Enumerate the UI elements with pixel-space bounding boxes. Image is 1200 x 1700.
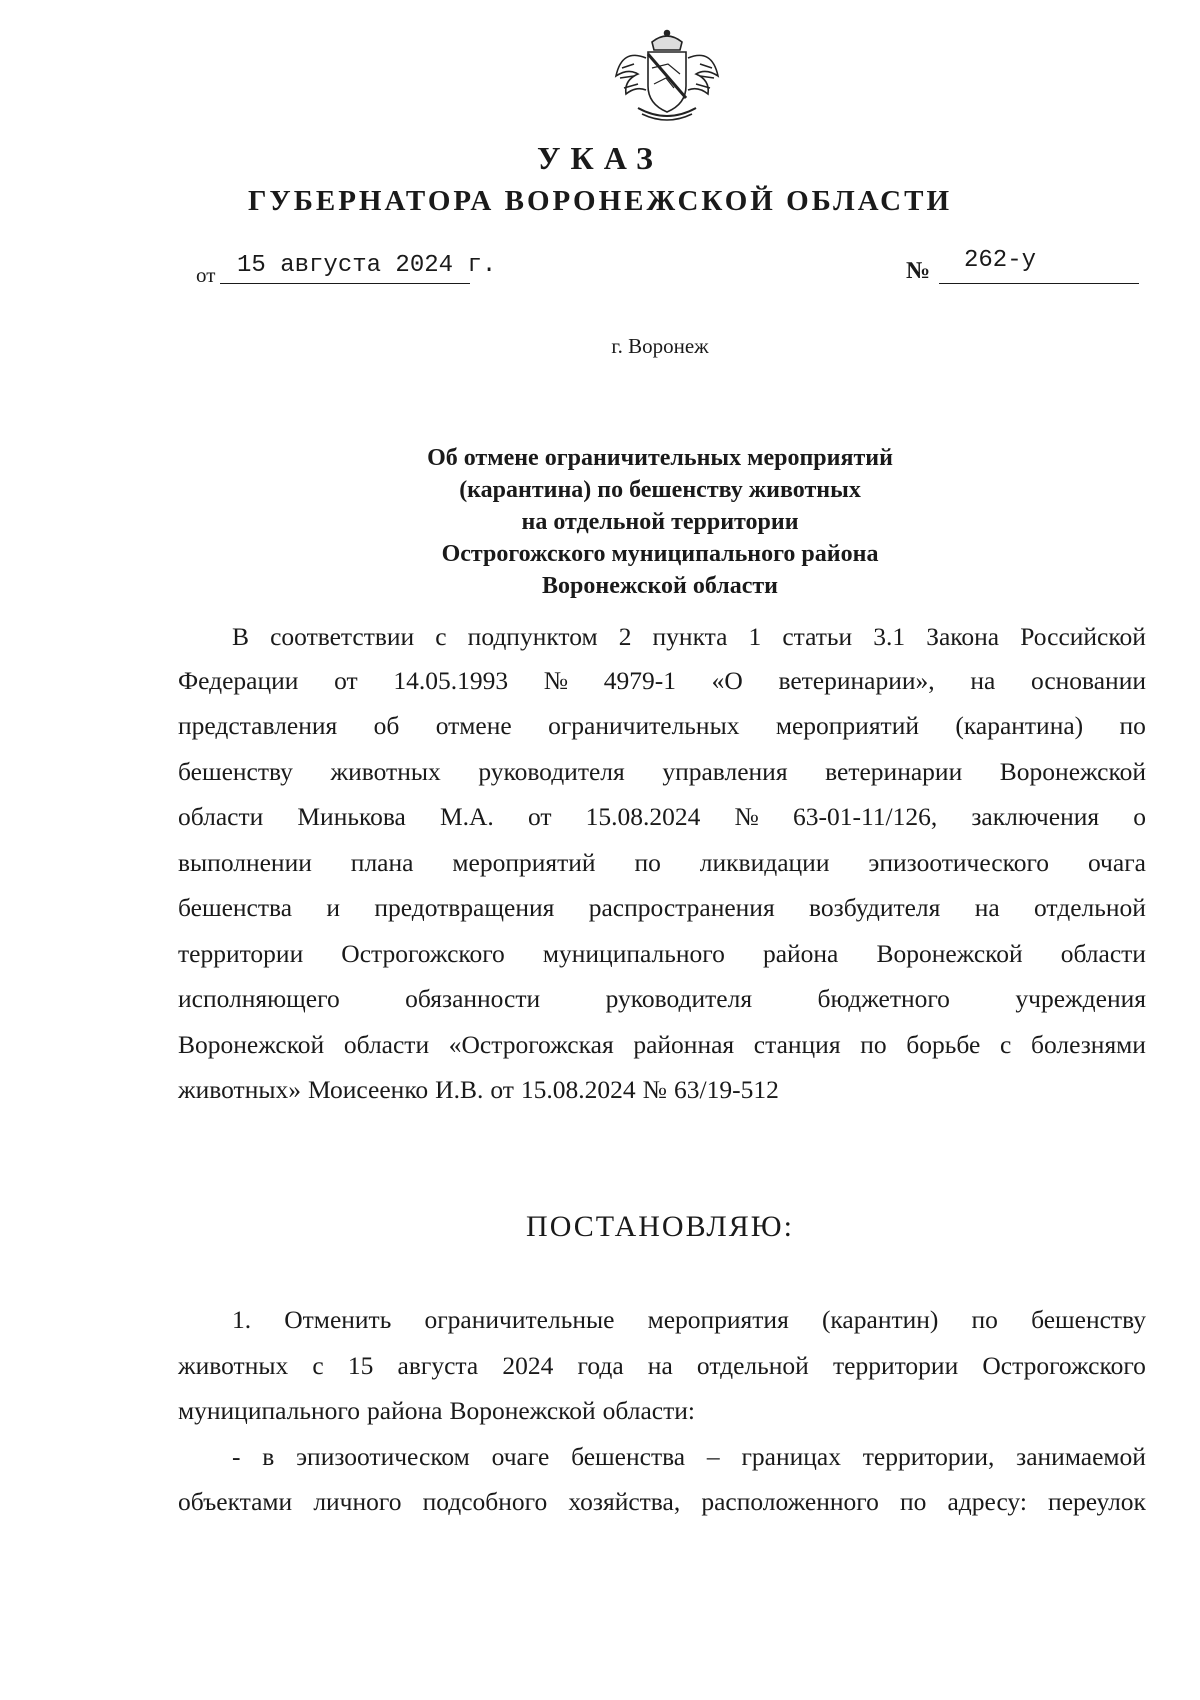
word: с <box>312 1351 324 1380</box>
word: об <box>373 711 400 740</box>
word: Острогожского <box>341 939 505 968</box>
body-line <box>178 939 1146 969</box>
body-line <box>178 1075 1146 1105</box>
word: на <box>970 666 996 695</box>
word: - <box>232 1442 241 1471</box>
word: Острогожского <box>982 1351 1146 1380</box>
word: территории <box>178 939 304 968</box>
word: области <box>1060 939 1146 968</box>
clause-line <box>178 1396 1146 1426</box>
word: Закона <box>926 622 1000 651</box>
word: плана <box>350 848 414 877</box>
word: 1 <box>748 622 762 651</box>
word: Минькова <box>297 802 406 831</box>
word: по <box>634 848 661 877</box>
title-line: Воронежской области <box>542 573 778 599</box>
word: «Острогожская <box>448 1030 614 1059</box>
word: распространения <box>588 893 775 922</box>
word: объектами <box>178 1487 293 1516</box>
city: г. Воронеж <box>611 334 709 358</box>
word: бюджетного <box>817 984 950 1013</box>
word: – <box>706 1442 720 1471</box>
word: муниципального <box>542 939 725 968</box>
word: ограничительные <box>424 1305 615 1334</box>
body-line <box>178 1030 1146 1060</box>
word: района <box>367 1396 443 1425</box>
word: статьи <box>782 622 853 651</box>
word: возбудителя <box>809 893 941 922</box>
word: 2024 <box>502 1351 554 1380</box>
word: животных» <box>178 1075 301 1104</box>
word: занимаемой <box>1016 1442 1146 1471</box>
word: от <box>490 1075 514 1104</box>
body-line <box>178 848 1146 878</box>
word: границах <box>741 1442 841 1471</box>
word: от <box>334 666 358 695</box>
body-line <box>178 666 1146 696</box>
word: муниципального <box>178 1396 360 1425</box>
word: Отменить <box>284 1305 392 1334</box>
word: 14.05.1993 <box>393 666 509 695</box>
word: бешенству <box>1031 1305 1146 1334</box>
document-number: 262-у <box>964 247 1037 274</box>
word: по <box>1119 711 1146 740</box>
word: очаге <box>491 1442 550 1471</box>
word: соответствии <box>270 622 415 651</box>
word: Воронежской <box>876 939 1023 968</box>
body-line <box>178 757 1146 787</box>
word: (карантина) <box>955 711 1084 740</box>
word: очага <box>1087 848 1146 877</box>
word: на <box>974 893 1000 922</box>
word: учреждения <box>1015 984 1146 1013</box>
word: выполнении <box>178 848 312 877</box>
body-line <box>232 622 1146 652</box>
word: Федерации <box>178 666 299 695</box>
word: от <box>527 802 552 831</box>
word: и <box>326 893 341 922</box>
word: эпизоотическом <box>296 1442 470 1471</box>
word: болезнями <box>1030 1030 1146 1059</box>
word: переулок <box>1048 1487 1146 1516</box>
word: бешенства <box>178 893 293 922</box>
clause-line <box>232 1305 1146 1335</box>
word: района <box>762 939 839 968</box>
word: «О <box>711 666 743 695</box>
word: (карантин) <box>821 1305 939 1334</box>
word: 63/19-512 <box>674 1075 779 1104</box>
word: борьбе <box>906 1030 981 1059</box>
word: ветеринарии <box>825 757 963 786</box>
word: 15.08.2024 <box>585 802 701 831</box>
word: эпизоотического <box>868 848 1050 877</box>
body-line <box>178 893 1146 923</box>
issuer-title: ГУБЕРНАТОРА ВОРОНЕЖСКОЙ ОБЛАСТИ <box>247 185 953 217</box>
clause-line <box>178 1351 1146 1381</box>
number-underline <box>939 283 1139 284</box>
word: мероприятий <box>775 711 919 740</box>
word: хозяйства, <box>568 1487 681 1516</box>
coat-of-arms-emblem <box>608 28 726 126</box>
word: по <box>899 1487 927 1516</box>
decree-word: ПОСТАНОВЛЯЮ: <box>526 1210 794 1243</box>
word: № <box>642 1075 668 1104</box>
word: ликвидации <box>699 848 830 877</box>
word: И.В. <box>435 1075 484 1104</box>
clause-line <box>178 1487 1146 1517</box>
title-line: на отдельной территории <box>521 509 799 535</box>
word: ограничительных <box>548 711 740 740</box>
word: мероприятия <box>647 1305 789 1334</box>
word: 15.08.2024 <box>520 1075 636 1104</box>
word: области <box>343 1030 430 1059</box>
date-prefix: от <box>196 263 216 287</box>
word: 1. <box>232 1305 252 1334</box>
word: отдельной <box>1034 893 1146 922</box>
word: области <box>178 802 264 831</box>
date-underline <box>220 283 470 284</box>
word: о <box>1133 802 1146 831</box>
word: августа <box>397 1351 479 1380</box>
word: 3.1 <box>873 622 906 651</box>
word: Воронежской <box>178 1030 325 1059</box>
title-line: (карантина) по бешенству животных <box>459 477 861 503</box>
word: предотвращения <box>374 893 555 922</box>
word: личного <box>313 1487 402 1516</box>
word: на <box>647 1351 673 1380</box>
word: адресу: <box>947 1487 1027 1516</box>
word: бешенства <box>571 1442 686 1471</box>
word: Воронежской <box>449 1396 596 1425</box>
word: обязанности <box>405 984 541 1013</box>
word: 63-01-11/126, <box>792 802 938 831</box>
body-line <box>178 984 1146 1014</box>
word: с <box>435 622 447 651</box>
word: исполняющего <box>178 984 340 1013</box>
body-line <box>178 802 1146 832</box>
word: Моисеенко <box>307 1075 429 1104</box>
word: подсобного <box>422 1487 548 1516</box>
word: представления <box>178 711 338 740</box>
word: подпунктом <box>467 622 598 651</box>
clause-line <box>232 1442 1146 1472</box>
word: отмене <box>435 711 512 740</box>
word: станция <box>753 1030 841 1059</box>
document-title <box>300 442 1020 602</box>
word: пункта <box>652 622 728 651</box>
word: руководителя <box>478 757 625 786</box>
word: руководителя <box>605 984 753 1013</box>
document-type: УКАЗ <box>537 140 663 176</box>
word: Российской <box>1020 622 1146 651</box>
word: расположенного <box>701 1487 879 1516</box>
word: ветеринарии», <box>778 666 935 695</box>
body-line <box>178 711 1146 741</box>
word: бешенству <box>178 757 293 786</box>
number-prefix: № <box>906 258 931 284</box>
title-line: Об отмене ограничительных мероприятий <box>427 445 893 471</box>
word: животных <box>178 1351 289 1380</box>
word: 4979-1 <box>603 666 676 695</box>
word: года <box>577 1351 624 1380</box>
word: основании <box>1030 666 1146 695</box>
word: мероприятий <box>452 848 596 877</box>
word: В <box>232 622 250 651</box>
word: животных <box>330 757 441 786</box>
word: 2 <box>618 622 632 651</box>
title-line: Острогожского муниципального района <box>441 541 879 567</box>
document-date: 15 августа 2024 г. <box>237 252 497 279</box>
word: по <box>971 1305 998 1334</box>
word: заключения <box>971 802 1100 831</box>
word: № <box>543 666 569 695</box>
word: отдельной <box>696 1351 809 1380</box>
word: № <box>734 802 759 831</box>
word: районная <box>633 1030 735 1059</box>
word: 15 <box>347 1351 374 1380</box>
word: Воронежской <box>999 757 1146 786</box>
word: в <box>262 1442 275 1471</box>
word: с <box>1000 1030 1012 1059</box>
word: территории <box>833 1351 959 1380</box>
word: области: <box>602 1396 695 1425</box>
word: М.А. <box>439 802 494 831</box>
word: территории, <box>862 1442 995 1471</box>
word: управления <box>662 757 788 786</box>
word: по <box>860 1030 887 1059</box>
